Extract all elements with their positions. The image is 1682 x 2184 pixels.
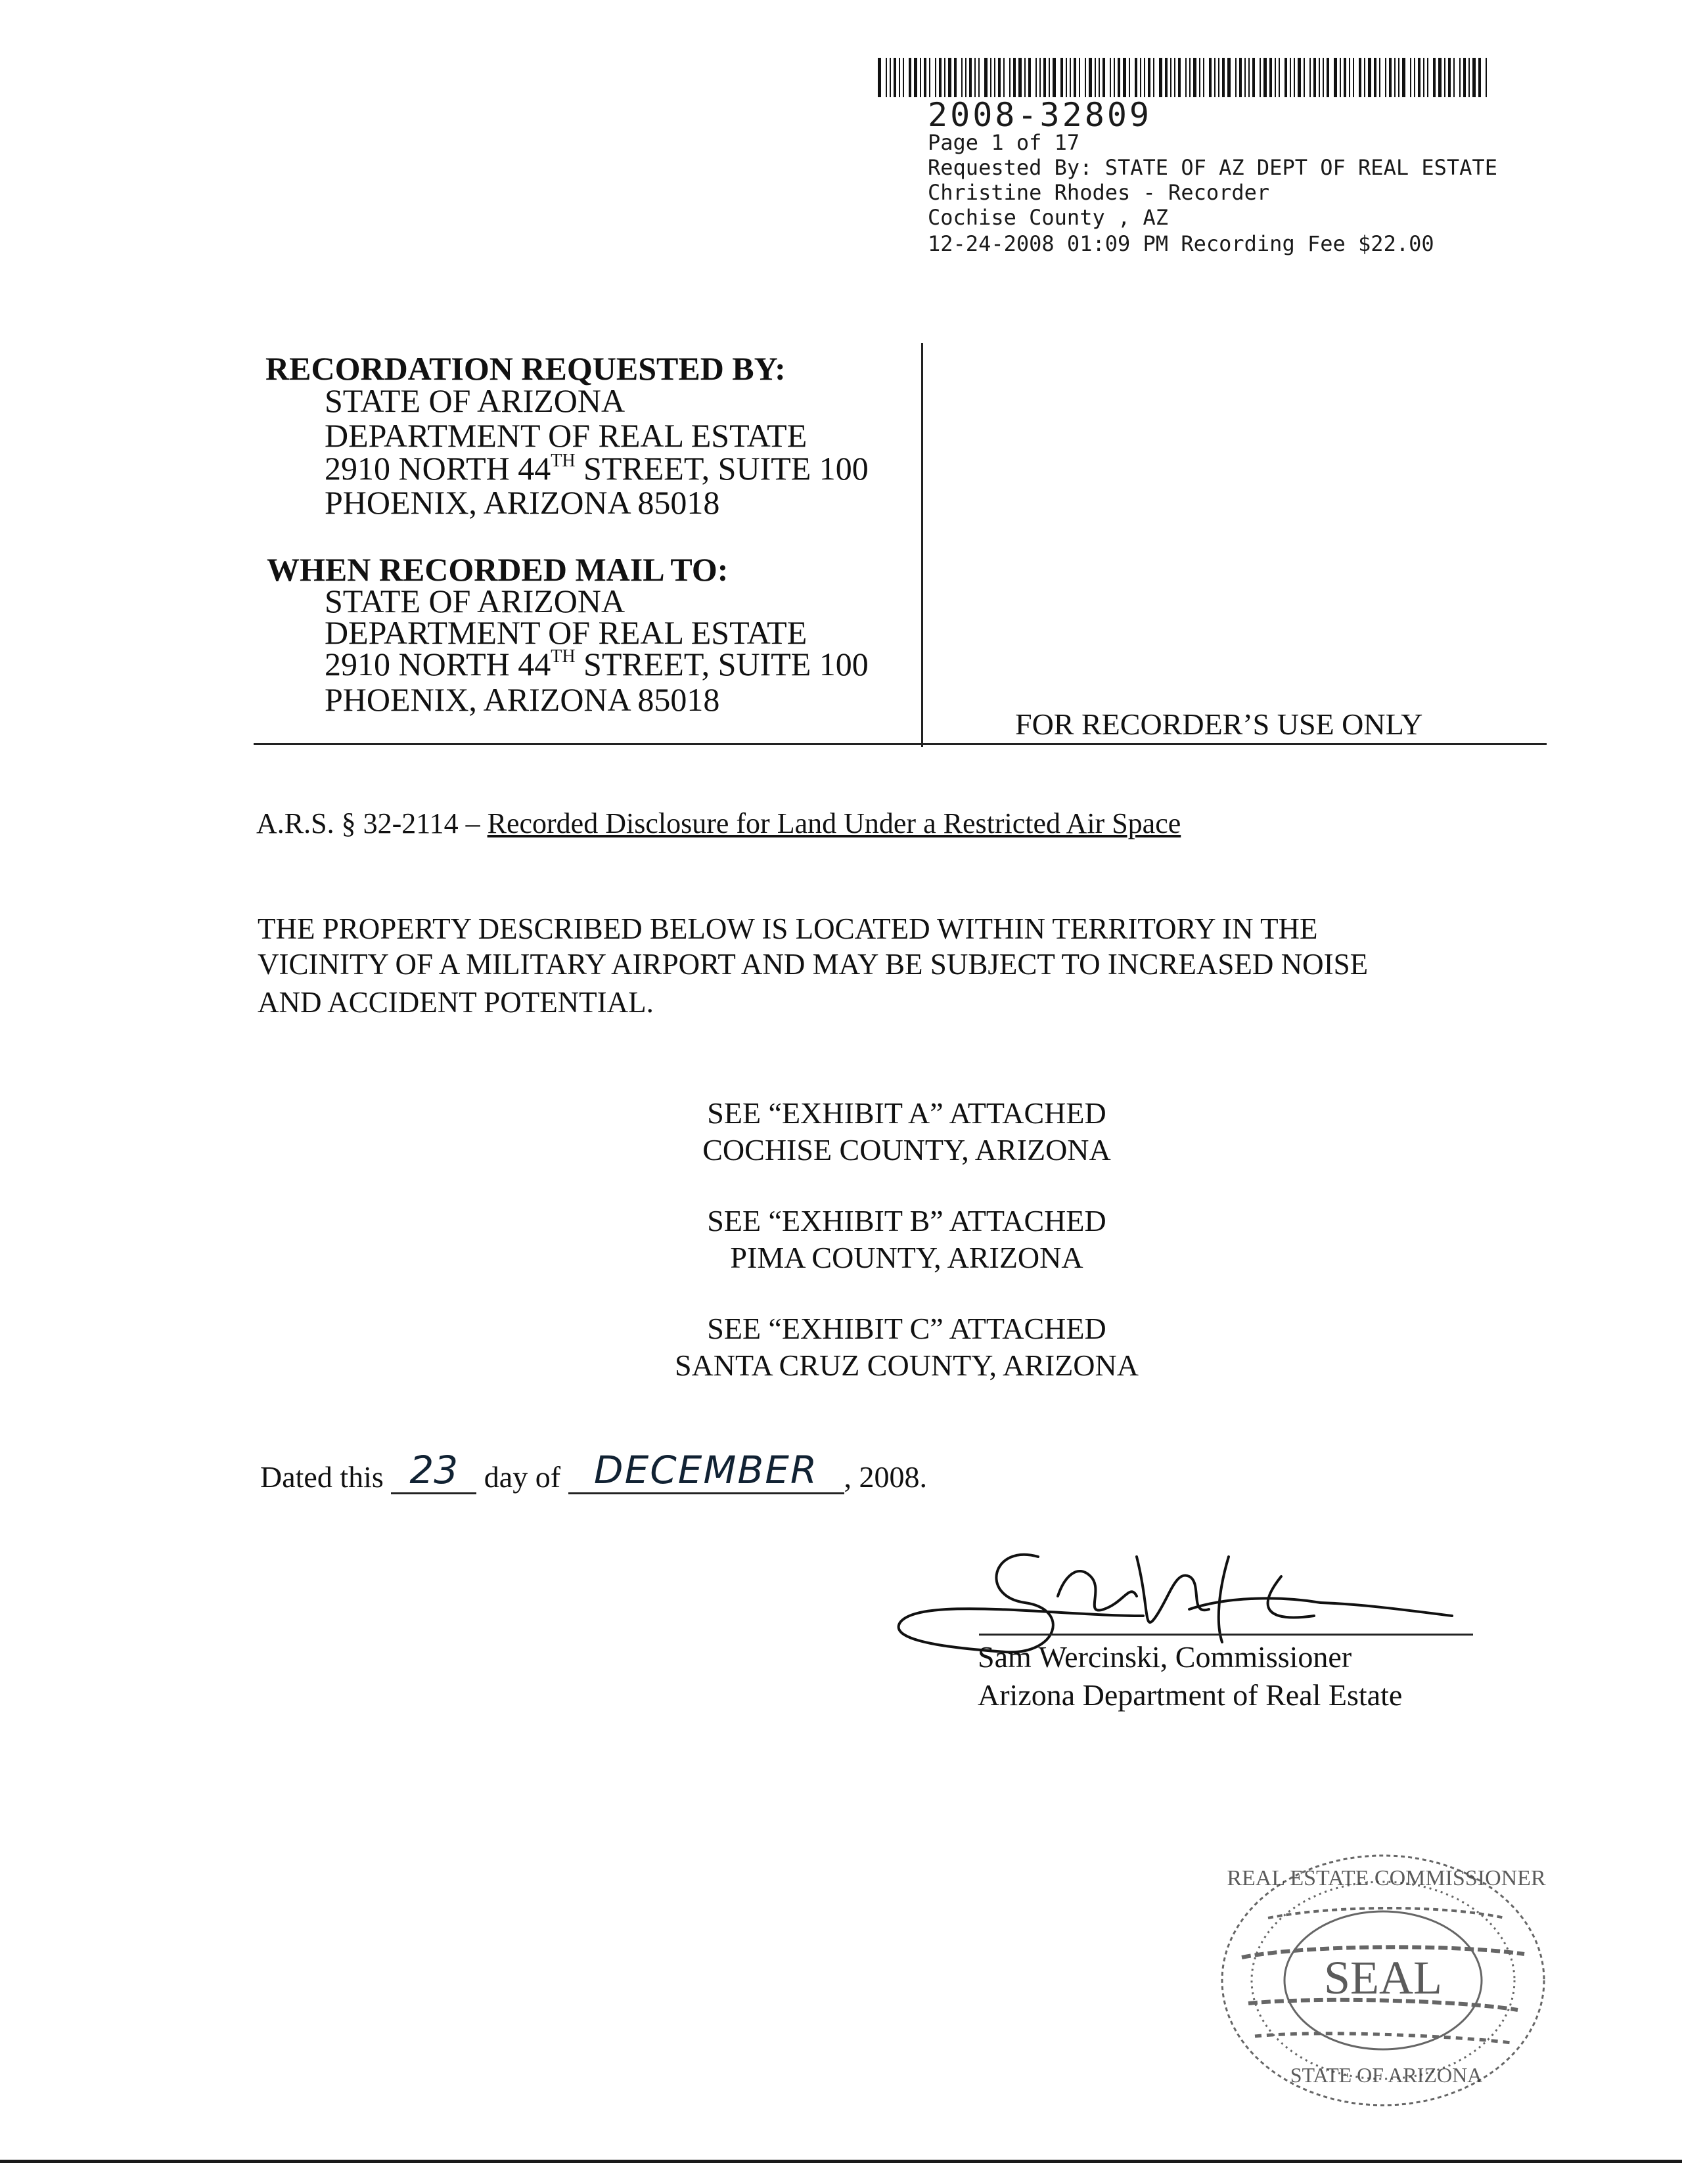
recorder-name: Christine Rhodes - Recorder (928, 180, 1270, 205)
requested-address-line-3: 2910 NORTH 44TH STREET, SUITE 100 (325, 450, 869, 487)
requested-address-line-4: PHOENIX, ARIZONA 85018 (325, 484, 720, 521)
header-divider-horizontal (254, 743, 1547, 745)
dated-line: Dated this 23 day of DECEMBER , 2008. (260, 1448, 928, 1494)
seal-bottom-text: STATE OF ARIZONA (1290, 2063, 1483, 2087)
handwritten-day: 23 (409, 1448, 459, 1492)
mail-address-line-2: DEPARTMENT OF REAL ESTATE (325, 614, 807, 651)
barcode (878, 58, 1490, 97)
notice-line-2: VICINITY OF A MILITARY AIRPORT AND MAY BE SUBJECT TO INCREASED NOISE (258, 948, 1369, 981)
statute-reference: A.R.S. § 32-2114 – Recorded Disclosure for Land Under a Restricted Air Space (256, 807, 1181, 839)
recording-datetime-fee: 12-24-2008 01:09 PM Recording Fee $22.00 (928, 231, 1434, 256)
exhibit-c-county: SANTA CRUZ COUNTY, ARIZONA (675, 1348, 1139, 1382)
header-divider-vertical (921, 343, 923, 747)
mail-address-line-1: STATE OF ARIZONA (325, 583, 625, 619)
exhibit-c-line: SEE “EXHIBIT C” ATTACHED (707, 1312, 1106, 1345)
requested-address-line-2: DEPARTMENT OF REAL ESTATE (325, 417, 807, 454)
handwritten-month: DECEMBER (593, 1448, 819, 1492)
mail-address-line-4: PHOENIX, ARIZONA 85018 (325, 681, 720, 718)
exhibit-b-line: SEE “EXHIBIT B” ATTACHED (707, 1204, 1106, 1237)
requested-by-heading: RECORDATION REQUESTED BY: (265, 350, 786, 387)
page-bottom-rule (0, 2160, 1682, 2163)
notice-line-3: AND ACCIDENT POTENTIAL. (258, 986, 654, 1019)
requested-address-line-1: STATE OF ARIZONA (325, 382, 625, 419)
requested-by-stamp: Requested By: STATE OF AZ DEPT OF REAL ESTATE (928, 155, 1497, 180)
notary-seal (1209, 1839, 1557, 2115)
exhibit-a-line: SEE “EXHIBIT A” ATTACHED (707, 1096, 1106, 1130)
signer-organization: Arizona Department of Real Estate (978, 1678, 1403, 1712)
exhibit-a-county: COCHISE COUNTY, ARIZONA (702, 1133, 1111, 1167)
mail-address-line-3: 2910 NORTH 44TH STREET, SUITE 100 (325, 646, 869, 682)
exhibit-b-county: PIMA COUNTY, ARIZONA (730, 1241, 1083, 1274)
recording-number: 2008-32809 (928, 96, 1152, 134)
seal-center-text: SEAL (1324, 1951, 1442, 2004)
page-count: Page 1 of 17 (928, 130, 1080, 155)
signature-line (979, 1634, 1473, 1636)
signer-name: Sam Wercinski, Commissioner (978, 1640, 1352, 1674)
mail-to-heading: WHEN RECORDED MAIL TO: (267, 551, 729, 588)
seal-outer-text: REAL ESTATE COMMISSIONER (1227, 1866, 1546, 1890)
county-stamp: Cochise County , AZ (928, 205, 1169, 230)
statute-title: Recorded Disclosure for Land Under a Restricted Air Space (487, 807, 1181, 839)
recorder-use-label: FOR RECORDER’S USE ONLY (1015, 707, 1423, 741)
notice-line-1: THE PROPERTY DESCRIBED BELOW IS LOCATED WITHIN TERRITORY IN THE (258, 912, 1318, 945)
